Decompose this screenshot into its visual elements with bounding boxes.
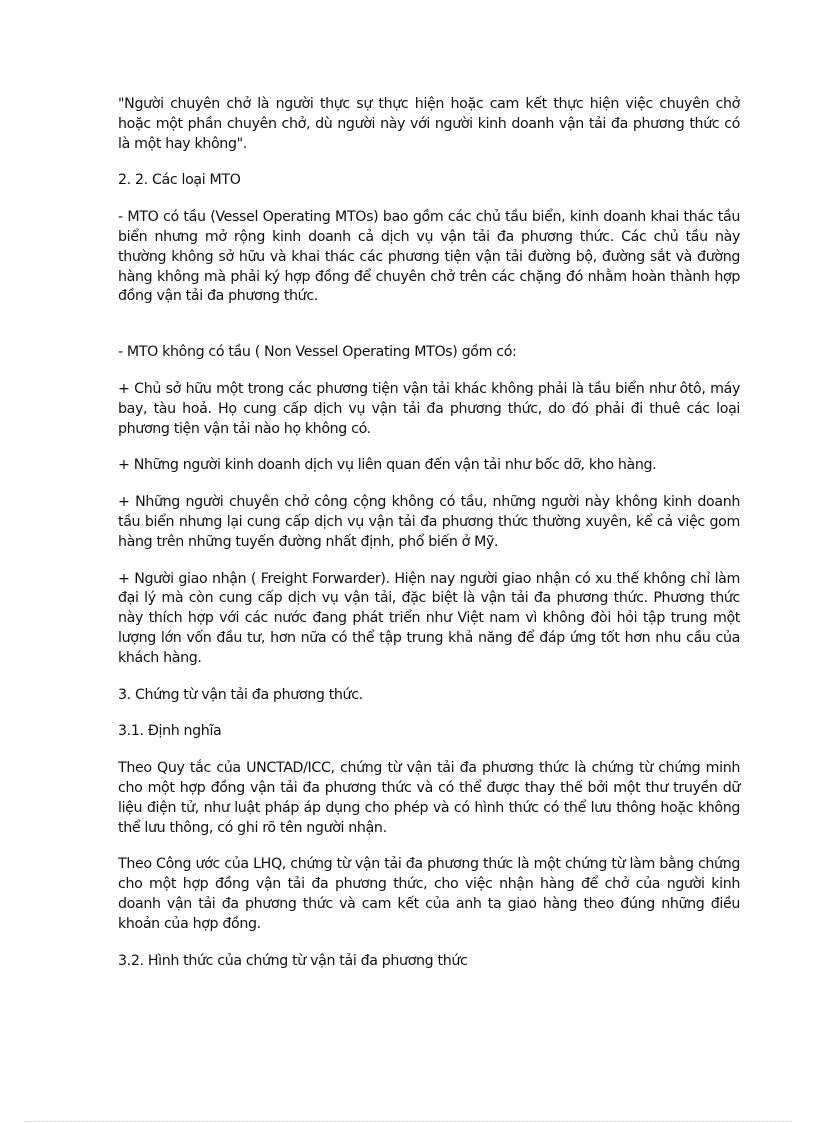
subsection-heading-document-forms: 3.2. Hình thức của chứng từ vận tải đa phương thức: [118, 952, 468, 969]
section-heading-transport-documents: 3. Chứng từ vận tải đa phương thức.: [118, 686, 363, 703]
subsection-heading-definition: 3.1. Định nghĩa: [118, 723, 222, 740]
list-item-freight-forwarder: + Người giao nhận ( Freight Forwarder). Hiện nay người giao nhận có xu thế không chỉ làm đại lý mà còn cung cấp dịch vụ vận tải, đặc biệt là vận tải đa phương thức. Phương thức này thích hợp với các nước đang phát triển như Việt nam vì không đòi hỏi tập trung một lượng lớn vốn đầu tư, hơn nữa có thể tập trung khả năng để đáp ứng tốt hơn nhu cầu của khách hàng.: [118, 570, 740, 666]
paragraph-vessel-operating-mto: - MTO có tầu (Vessel Operating MTOs) bao gồm các chủ tầu biển, kinh doanh khai thác tầu biển nhưng mở rộng kinh doanh cả dịch vụ vận tải đa phương thức. Các chủ tầu này thường không sở hữu và khai thác các phương tiện vận tải đường bộ, đường sắt và đường hàng không mà phải ký hợp đồng để chuyên chở trên các chặng đó nhằm hoàn thành hợp đồng vận tải đa phương thức.: [118, 209, 740, 305]
list-item-common-carriers: + Những người chuyên chở công cộng không có tầu, những người này không kinh doanh tầu biển nhưng lại cung cấp dịch vụ vận tải đa phương thức thường xuyên, kể cả việc gom hàng trên những tuyến đường nhất định, phổ biến ở Mỹ.: [118, 494, 740, 550]
section-heading-mto-types: 2. 2. Các loại MTO: [118, 172, 241, 189]
document-body: [118, 95, 740, 988]
page-bottom-divider: [24, 1121, 792, 1122]
paragraph-non-vessel-mto: - MTO không có tầu ( Non Vessel Operating MTOs) gồm có:: [118, 344, 517, 361]
carrier-definition-quote: "Người chuyên chở là người thực sự thực hiện hoặc cam kết thực hiện việc chuyên chở hoặc một phần chuyên chở, dù người này với người kinh doanh vận tải đa phương thức có là một hay không".: [118, 96, 740, 152]
paragraph-un-convention-definition: Theo Công ước của LHQ, chứng từ vận tải đa phương thức là một chứng từ làm bằng chứng cho một hợp đồng vận tải đa phương thức, cho việc nhận hàng để chở của người kinh doanh vận tải đa phương thức và cam kết của anh ta giao hàng theo đúng những điều khoản của hợp đồng.: [118, 856, 740, 932]
list-item-vehicle-owners: + Chủ sở hữu một trong các phương tiện vận tải khác không phải là tầu biển như ôtô, máy bay, tàu hoả. Họ cung cấp dịch vụ vận tải đa phương thức, do đó phải đi thuê các loại phương tiện vận tải nào họ không có.: [118, 380, 740, 437]
paragraph-unctad-definition: Theo Quy tắc của UNCTAD/ICC, chứng từ vận tải đa phương thức là chứng từ chứng minh cho một hợp đồng vận tải đa phương thức và có thể được thay thế bởi một thư truyền dữ liệu điện tử, như luật pháp áp dụng cho phép và có hình thức có thể lưu thông hoặc không thể lưu thông, có ghi rõ tên người nhận.: [118, 760, 740, 836]
list-item-service-providers: + Những người kinh doanh dịch vụ liên quan đến vận tải như bốc dỡ, kho hàng.: [118, 457, 657, 474]
